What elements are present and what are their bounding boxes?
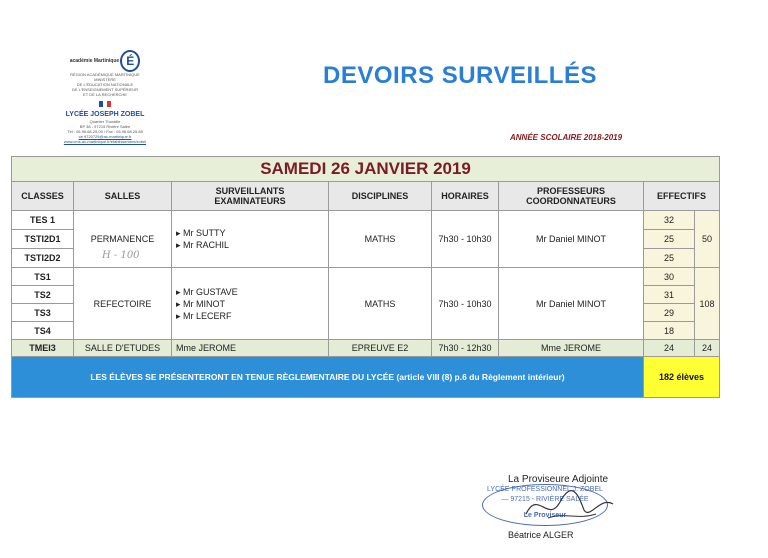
supervisors-cell [172, 268, 329, 340]
headcount-total: 24 [695, 340, 720, 357]
coordinator-cell: Mr Daniel MINOT [499, 211, 644, 268]
handwritten-room-note: H - 100 [102, 250, 140, 261]
school-name: LYCÉE JOSEPH ZOBEL [65, 111, 145, 118]
header-classes: CLASSES [12, 182, 74, 211]
discipline-cell: MATHS [329, 211, 432, 268]
schedule-cell: 7h30 - 12h30 [432, 340, 499, 357]
room-cell: REFECTOIRE [74, 268, 172, 340]
table-row [12, 340, 720, 357]
discipline-cell: MATHS [329, 268, 432, 340]
header-surveillants-line: EXAMINATEURS [214, 196, 286, 206]
class-cell: TSTI2D2 [12, 249, 74, 268]
notice-row [12, 357, 720, 398]
headcount-cell: 25 [644, 249, 695, 268]
class-cell: TS4 [12, 322, 74, 340]
signatory-role: La Proviseure Adjointe [508, 474, 609, 485]
academy-name: académie Martinique [69, 58, 120, 65]
headcount-cell: 29 [644, 304, 695, 322]
headcount-cell: 30 [644, 268, 695, 286]
table-header-row [12, 182, 720, 211]
coordinator-cell: Mr Daniel MINOT [499, 268, 644, 340]
header-professeurs-line: PROFESSEURS [536, 186, 605, 196]
ministry-line: MINISTÈRE [94, 77, 116, 82]
headcount-cell: 31 [644, 286, 695, 304]
room-cell: PERMANENCE [74, 211, 172, 268]
headcount-cell: 25 [644, 230, 695, 249]
handwritten-signature-icon [518, 484, 618, 526]
education-logo-icon: É [120, 50, 140, 72]
coordinator-cell: Mme JEROME [499, 340, 644, 357]
class-cell: TSTI2D1 [12, 230, 74, 249]
address-line: Quartier Thoraille [89, 119, 121, 124]
school-year: ANNÉE SCOLAIRE 2018-2019 [510, 133, 623, 142]
header-salles: SALLES [74, 182, 172, 211]
supervisor-name: ▸ Mr SUTTY [176, 228, 226, 238]
address-line: Tél : 05.96.68.25.09 / Fax : 05.96.68.25.85 [67, 129, 143, 134]
header-surveillants-line: SURVEILLANTS [215, 186, 285, 196]
room-cell: SALLE D'ETUDES [74, 340, 172, 357]
class-cell: TS3 [12, 304, 74, 322]
header-disciplines: DISCIPLINES [329, 182, 432, 211]
supervisor-name: ▸ Mr MINOT [176, 298, 226, 309]
class-cell: TS2 [12, 286, 74, 304]
headcount-cell: 18 [644, 322, 695, 340]
header-horaires: HORAIRES [432, 182, 499, 211]
supervisor-name: ▸ Mr LECERF [176, 310, 232, 321]
region-label: RÉGION ACADÉMIQUE MARTINIQUE [70, 72, 140, 77]
table-row [12, 211, 720, 230]
signatory-name: Béatrice ALGER [508, 530, 574, 540]
headcount-cell: 24 [644, 340, 695, 357]
discipline-cell: EPREUVE E2 [329, 340, 432, 357]
table-row [12, 268, 720, 286]
ministry-line: DE L'ÉDUCATION NATIONALE [76, 82, 134, 87]
stamp-inner-text: Le Proviseur [523, 512, 567, 519]
supervisor-name: ▸ Mr RACHIL [176, 240, 230, 250]
class-cell: TES 1 [12, 211, 74, 230]
headcount-cell: 32 [644, 211, 695, 230]
page-title: DEVOIRS SURVEILLÉS [323, 62, 597, 89]
header-effectifs: EFFECTIFS [644, 182, 720, 211]
schedule-cell: 7h30 - 10h30 [432, 211, 499, 268]
header-surveillants [172, 182, 329, 211]
class-cell: TMEI3 [12, 340, 74, 357]
school-website-link[interactable]: www.cms.ac-martinique.fr/etablissement/zobel [63, 139, 147, 144]
supervisor-name: Mme JEROME [172, 340, 329, 357]
supervisor-name: ▸ Mr GUSTAVE [176, 286, 238, 297]
ministry-line: DE L'ENSEIGNEMENT SUPÉRIEUR [71, 87, 139, 92]
school-letterhead [20, 50, 190, 144]
headcount-total: 50 [695, 211, 720, 268]
exam-date: SAMEDI 26 JANVIER 2019 [12, 157, 720, 182]
school-email-link[interactable]: ce.9720729@ac-martinique.fr [78, 134, 132, 139]
total-students: 182 élèves [644, 357, 720, 398]
stamp-text: LYCÉE PROFESSIONNEL J. ZOBEL — 97215 - RIVIÈRE SALÉE [487, 486, 603, 503]
header-professeurs-line: COORDONNATEURS [526, 196, 616, 206]
address-line: BP 38 - 97215 Rivière Salée [79, 124, 131, 129]
header-professeurs [499, 182, 644, 211]
ministry-line: ET DE LA RECHERCHE [83, 92, 127, 97]
headcount-total: 108 [695, 268, 720, 340]
dress-code-notice: LES ÉLÈVES SE PRÉSENTERONT EN TENUE RÈGLEMENTAIRE DU LYCÉE (article VIII (8) p.6 du Règlement intérieur) [12, 357, 644, 398]
supervisors-cell [172, 211, 329, 268]
class-cell: TS1 [12, 268, 74, 286]
french-flag-icon [99, 101, 111, 107]
schedule-cell: 7h30 - 10h30 [432, 268, 499, 340]
exam-schedule-table [11, 156, 720, 398]
